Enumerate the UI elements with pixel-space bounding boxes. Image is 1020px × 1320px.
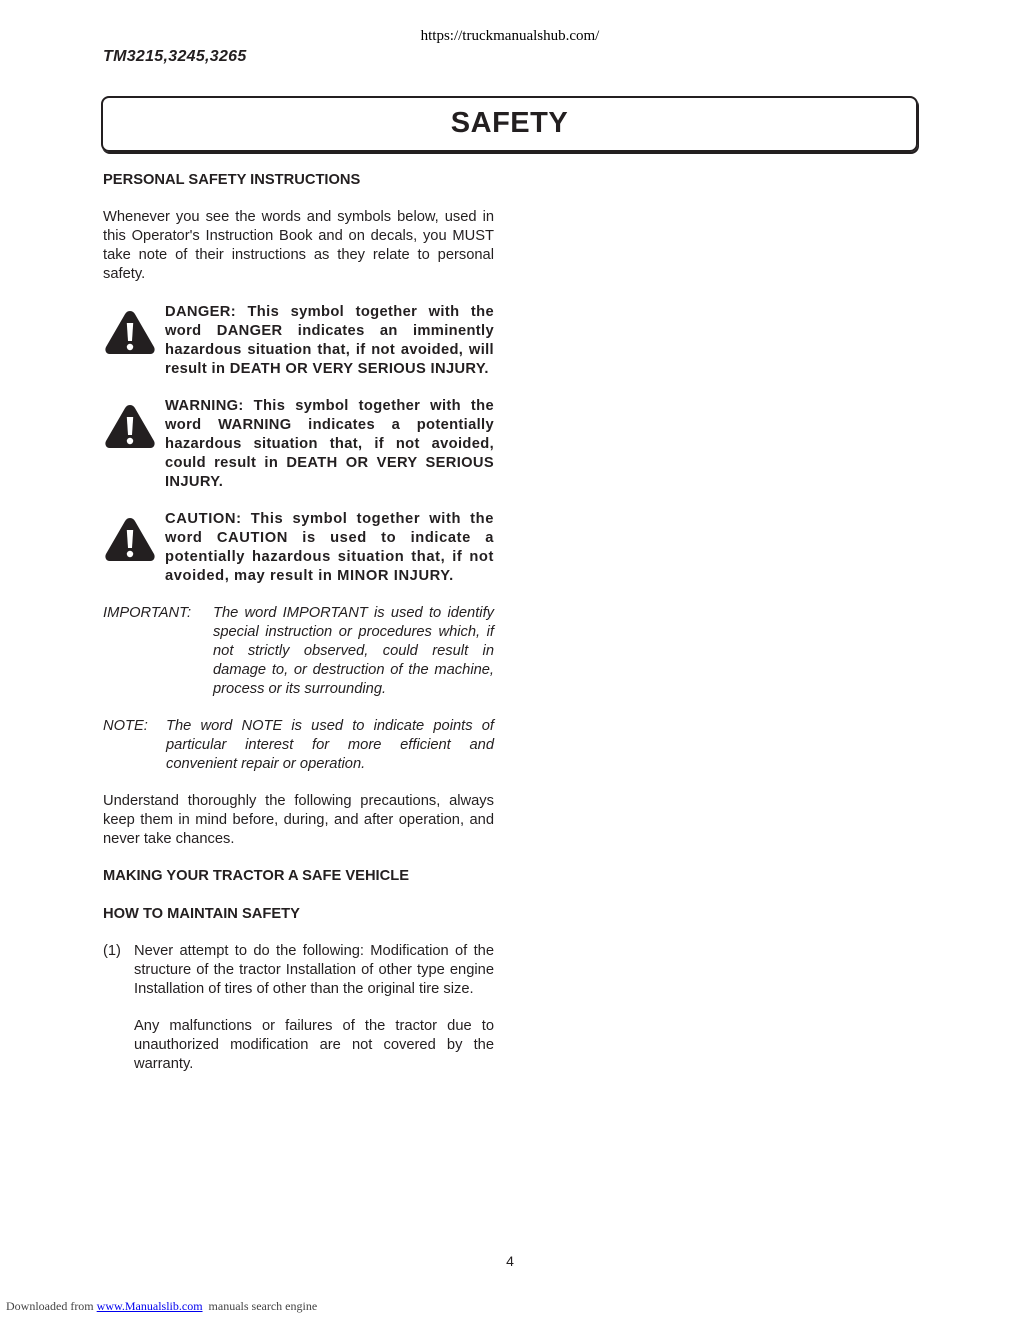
page-title: SAFETY xyxy=(450,107,569,139)
section-heading-safe-vehicle: MAKING YOUR TRACTOR A SAFE VEHICLE xyxy=(103,868,410,884)
section-heading-personal-safety: PERSONAL SAFETY INSTRUCTIONS xyxy=(103,172,361,188)
caution-block xyxy=(103,510,494,586)
note-text: The word NOTE is used to indicate points of particular interest for more efficient and convenient repair or operation. xyxy=(166,718,494,772)
warning-triangle-icon xyxy=(103,309,157,357)
source-url: https://truckmanualshub.com/ xyxy=(420,28,600,44)
intro-paragraph: Whenever you see the words and symbols below, used in this Operator's Instruction Book and on decals, you MUST take note of their instructions as they relate to personal safety. xyxy=(103,209,494,282)
model-number: TM3215,3245,3265 xyxy=(103,48,247,65)
warning-triangle-icon xyxy=(103,516,157,564)
note-block xyxy=(103,717,494,774)
manualslib-link[interactable]: www.Manualslib.com xyxy=(96,1299,203,1313)
footer-suffix: manuals search engine xyxy=(208,1299,318,1313)
list-item-1 xyxy=(103,942,494,1074)
important-label: IMPORTANT: xyxy=(103,605,192,621)
note-label: NOTE: xyxy=(103,718,148,734)
list-item-text: Never attempt to do the following: Modification of the structure of the tractor Installation of other type engine Installation of tires of other than the original tire size. xyxy=(134,943,494,997)
list-item-warranty-text: Any malfunctions or failures of the tractor due to unauthorized modification are not covered by the warranty. xyxy=(134,1018,494,1072)
list-item-number: (1) xyxy=(103,943,121,959)
important-text: The word IMPORTANT is used to identify special instruction or procedures which, if not strictly observed, could result in damage to, or destruction of the machine, process or its surrounding. xyxy=(213,605,494,697)
warning-block xyxy=(103,397,494,492)
precautions-paragraph: Understand thoroughly the following precautions, always keep them in mind before, during, and after operation, and never take chances. xyxy=(103,793,494,847)
page-number: 4 xyxy=(506,1253,514,1269)
warning-triangle-icon xyxy=(103,403,157,451)
warning-text: WARNING: This symbol together with the word WARNING indicates a potentially hazardous situation that, if not avoided, could result in DEATH OR VERY SERIOUS INJURY. xyxy=(165,398,494,490)
footer xyxy=(6,1299,317,1314)
title-box xyxy=(101,96,918,152)
section-subheading-maintain-safety: HOW TO MAINTAIN SAFETY xyxy=(103,906,300,922)
caution-text: CAUTION: This symbol together with the word CAUTION is used to indicate a potentially hazardous situation that, if not avoided, may result in MINOR INJURY. xyxy=(165,511,494,584)
danger-text: DANGER: This symbol together with the word DANGER indicates an imminently hazardous situation that, if not avoided, will result in DEATH OR VERY SERIOUS INJURY. xyxy=(165,304,494,377)
footer-prefix: Downloaded from xyxy=(6,1299,94,1313)
important-block xyxy=(103,604,494,699)
danger-block xyxy=(103,303,494,379)
